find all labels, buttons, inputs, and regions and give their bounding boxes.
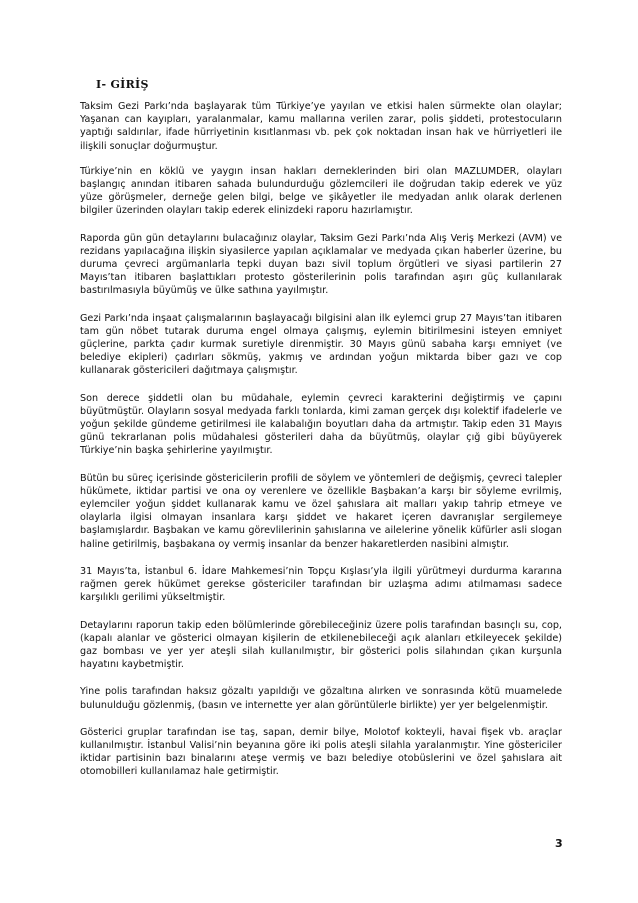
- section-heading: I- GİRİŞ: [96, 78, 149, 91]
- paragraph: Türkiye’nin en köklü ve yaygın insan hakları derneklerinden biri olan MAZLUMDER, olayları başlangıç anından itibaren sahada bulundurduğu gözlemcileri ile doğrudan takip ederek ve yüz yüze görüşmeler, derneğe gelen bilgi, belge ve şikâyetler ile medyadan anlık olarak derlenen bilgiler üzerinden olayları takip ederek elinizdeki raporu hazırlamıştır.: [80, 165, 562, 217]
- paragraph: Gezi Parkı’nda inşaat çalışmalarının başlayacağı bilgisini alan ilk eylemci grup 27 Mayıs’tan itibaren tam gün nöbet tutarak duruma engel olmaya çalışmış, eylemin bitirilmesini isteyen emniyet güçlerine, parkta çadır kurmak suretiyle direnmiştir. 30 Mayıs günü sabaha karşı emniyet (ve belediye ekipleri) çadırları sökmüş, yakmış ve ardından yoğun miktarda biber gazı ve cop kullanarak göstericileri dağıtmaya çalışmıştır.: [80, 312, 562, 377]
- body-text: [80, 100, 562, 793]
- paragraph: Gösterici gruplar tarafından ise taş, sapan, demir bilye, Molotof kokteyli, havai fişek vb. araçlar kullanılmıştır. İstanbul Valisi’nin beyanına göre iki polis ateşli silahla yaralanmıştır. Yine göstericiler iktidar partisinin bazı binalarını ateşe vermiş ve bazı belediye otobüslerini ve özel şahıslara ait otomobilleri kullanılamaz hale getirmiştir.: [80, 726, 562, 778]
- paragraph: Yine polis tarafından haksız gözaltı yapıldığı ve gözaltına alırken ve sonrasında kötü muamelede bulunulduğu gözlenmiş, (basın ve internette yer alan görüntülerle birlikte) yer yer belgelenmiştir.: [80, 686, 562, 711]
- paragraph: Raporda gün gün detaylarını bulacağınız olaylar, Taksim Gezi Parkı’nda Alış Veriş Merkezi (AVM) ve rezidans yapılacağına ilişkin siyasilerce yapılan açıklamalar ve medyada çıkan haberler üzerine, bu duruma çevreci argümanlarla tepki duyan bazı sivil toplum örgütleri ve siyasi partilerin 27 Mayıs’tan itibaren başlattıkları protesto gösterilerinin polis tarafından aşırı güç kullanılarak bastırılmasıyla büyümüş ve ülke sathına yayılmıştır.: [80, 232, 562, 297]
- paragraph: Taksim Gezi Parkı’nda başlayarak tüm Türkiye’ye yayılan ve etkisi halen sürmekte olan olaylar; Yaşanan can kayıpları, yaralanmalar, kamu mallarına verilen zarar, polis şiddeti, protestocuların yaptığı saldırılar, ifade hürriyetinin kısıtlanması vb. pek çok noktadan insan hak ve hürriyetleri ile ilişkili sonuçlar doğurmuştur.: [80, 101, 562, 152]
- page-number: 3: [555, 837, 563, 850]
- paragraph: Bütün bu süreç içerisinde göstericilerin profili de söylem ve yöntemleri de değişmiş, çevreci talepler hükümete, iktidar partisi ve ona oy verenlere ve özellikle Başbakan’a karşı bir söyleme evrilmiş, eylemciler yoğun şiddet kullanarak kamu ve özel şahıslara ait malları yakıp tahrip etmeye ve olaylarla ilgisi olmayan insanlara karşı şiddet ve hakaret içeren davranışlar sergilemeye başlamışlardır. Başbakan ve kamu görevlilerinin şahıslarına ve ailelerine yönelik küfürler asli slogan haline getirilmiş, başbakana oy vermiş insanlar da benzer hakaretlerden nasibini almıştır.: [80, 472, 562, 550]
- paragraph: Son derece şiddetli olan bu müdahale, eylemin çevreci karakterini değiştirmiş ve çapını büyütmüştür. Olayların sosyal medyada farklı tonlarda, kimi zaman gerçek dışı kolektif ifadelerle ve yoğun şekilde gündeme getirilmesi ile kalabalığın boyutları daha da artmıştır. Takip eden 31 Mayıs günü tekrarlanan polis müdahalesi gösterileri daha da büyütmüş, olaylar çığ gibi büyüyerek Türkiye’nin başka şehirlerine yayılmıştır.: [80, 392, 562, 457]
- paragraph: Detaylarını raporun takip eden bölümlerinde görebileceğiniz üzere polis tarafından basınçlı su, cop, (kapalı alanlar ve gösterici olmayan kişilerin de etkilenebileceği açık alanları etkileyecek şekilde) gaz bombası ve yer yer ateşli silah kullanılmıştır, bir gösterici polis silahından çıkan kurşunla hayatını kaybetmiştir.: [80, 619, 562, 671]
- paragraph: 31 Mayıs’ta, İstanbul 6. İdare Mahkemesi’nin Topçu Kışlası’yla ilgili yürütmeyi durdurma kararına rağmen gerek hükümet gerekse göstericiler tarafından bir uzlaşma adımı atılmaması sadece karşılıklı gerilimi yükseltmiştir.: [80, 565, 562, 604]
